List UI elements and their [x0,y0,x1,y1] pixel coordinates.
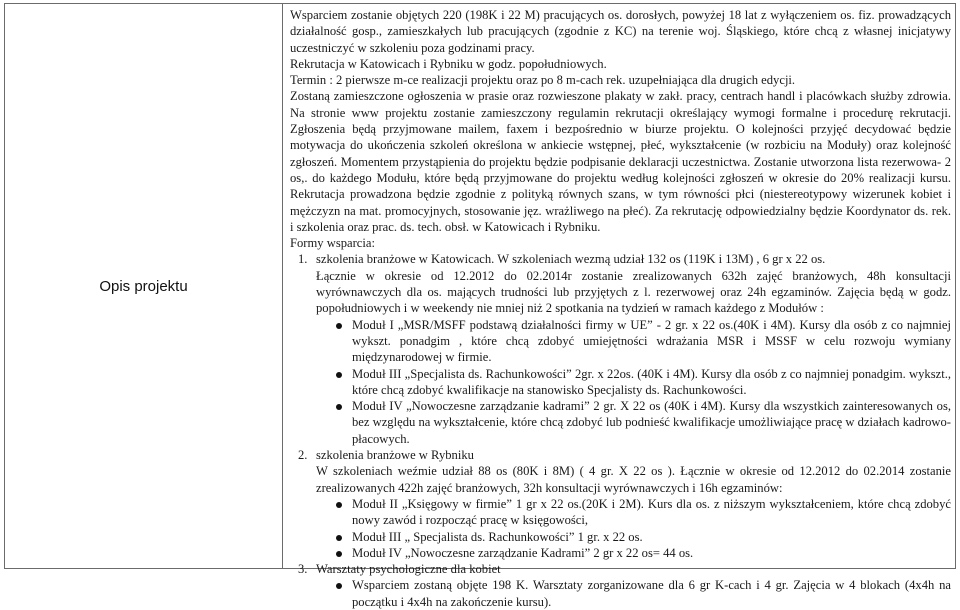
list-item-text: Łącznie w okresie od 12.2012 do 02.2014r zostanie zrealizowanych 632h zajęć branżowych, 48h konsultacji wyrównawczych dla os. mających trudności lub przyjętych z l. rezerwowej oraz 24h egzaminów. Zajęcia będą w godz. popołudniowych i w weekendy nie mniej niż 2 spotkania na tydzień w ramach każdego z Modułów : [316,268,951,316]
bullet-icon [336,404,342,410]
label-cell [5,4,283,568]
bullet-item [316,545,951,561]
bullet-item [316,529,951,545]
bullet-text: Moduł III „ Specjalista ds. Rachunkowości” 1 gr. x 22 os. [352,529,643,544]
bullet-item [316,366,951,399]
bullet-text: Moduł I „MSR/MSFF podstawą działalności firmy w UE” - 2 gr. x 22 os.(40K i 4M). Kursy dla osób z co najmniej wykszt. ponadgim , które chcą zdobyć umiejętności wdrażania MSR i MSSF w celu rozwoju wymiany międzynarodowej w firmie. [352,317,951,365]
list-item [290,561,951,610]
list-number: 1. [298,252,308,267]
intro-recruitment-term: Termin : 2 pierwsze m-ce realizacji projektu oraz po 8 m-cach rek. uzupełniająca dla drugich edycji. [290,73,796,88]
bullet-icon [336,502,342,508]
project-description-table [4,3,956,609]
bullet-icon [336,535,342,541]
list-item-title: szkolenia branżowe w Rybniku [316,448,474,463]
bullet-text: Moduł III „Specjalista ds. Rachunkowości” 2gr. x 22os. (40K i 4M). Kursy dla osób z co najmniej ponadgim. wykszt., które chcą zdobyć kwalifikacje na stanowisko Specjalisty ds. Rachunkowości. [352,366,951,397]
module-list [316,496,951,561]
bullet-icon [336,551,342,557]
module-list [316,577,951,610]
list-item [290,447,951,561]
bullet-icon [336,583,342,589]
bullet-icon [336,323,342,329]
module-list [316,317,951,447]
bullet-text: Moduł IV „Nowoczesne zarządzanie Kadrami” 2 gr x 22 os= 44 os. [352,545,694,560]
bullet-item [316,398,951,447]
list-item [290,251,951,447]
intro-paragraph [290,7,951,251]
list-number: 2. [298,448,308,463]
bullet-item [316,496,951,529]
bullet-text: Moduł IV „Nowoczesne zarządzanie kadrami” 2 gr. X 22 os (40K i 4M). Kursy dla wszystkich zainteresowanych os, bez względu na wykształcenie, które chcą zdobyć lub podnieść kwalifikacje umożliwiające pracę w działach kadrowo-płacowych. [352,399,951,446]
intro-recruitment-place: Rekrutacja w Katowicach i Rybniku w godz. popołudniowych. [290,56,607,71]
list-item-text: W szkoleniach weźmie udział 88 os (80K i 8M) ( 4 gr. X 22 os ). Łącznie w okresie od 12.2012 do 02.2014 zostanie zrealizowanych 422h zajęć branżowych, 32h konsultacji wyrównawczych i 16h egzaminów: [316,464,951,495]
row-label: Opis projektu [99,277,188,295]
intro-recruitment-procedure: Zostaną zamieszczone ogłoszenia w prasie oraz rozwieszone plakaty w zakł. pracy, centrach handl i placówkach służby zdrowia. Na stronie www projektu zostanie zamieszczony regulamin rekrutacji określający wymogi formalne i procedurę rekrutacji. Zgłoszenia będą przyjmowane mailem, faxem i bezpośrednio w biurze projektu. O kolejności przyjęć decydować będzie motywacja do ukończenia szkoleń określona w ankiecie wstępnej, płeć, wykształcenie (w rozbiciu na Moduły) oraz kolejność zgłoszeń. Momentem przystąpienia do projektu będzie podpisanie deklaracji uczestnictwa. Zostanie utworzona lista rezerwowa- 2 os,. do każdego Modułu, które będą przyjmowane do projektu według kolejności zgłoszeń w okresie do 20% realizacji kursu. Rekrutacja prowadzona będzie zgodnie z polityką równych szans, w tym równości płci (niestereotypowy wizerunek kobiet i mężczyzn na mat. promocyjnych, stosowanie jęz. wrażliwego na płeć). Za rekrutację odpowiedzialny będzie Koordynator ds. rek. i szkolenia oraz prac. ds. tech. obsł. w Katowicach i Rybniku. [290,89,951,234]
list-number: 3. [298,562,308,577]
intro-participants: Wsparciem zostanie objętych 220 (198K i 22 M) pracujących os. dorosłych, powyżej 18 lat z wyłączeniem os. fiz. prowadzących działalność gosp., zamieszkałych lub pracujących (zgodnie z KC) na terenie woj. Śląskiego, które chcą z własnej inicjatywy uczestniczyć w szkoleniu poza godzinami pracy. [290,8,951,55]
list-item-title: szkolenia branżowe w Katowicach. W szkoleniach wezmą udział 132 os (119K i 13M) , 6 gr x 22 os. [316,252,826,267]
bullet-icon [336,372,342,378]
bullet-text: Wsparciem zostaną objęte 198 K. Warsztaty zorganizowane dla 6 gr K-cach i 4 gr. Zajęcia w 4 blokach (4x4h na początku i 4x4h na zakończenie kursu). [352,578,951,609]
intro-forms-heading: Formy wsparcia: [290,236,375,251]
support-forms-list [290,251,951,610]
content-cell [283,4,955,609]
list-item-title: Warsztaty psychologiczne dla kobiet [316,562,501,577]
bullet-text: Moduł II „Księgowy w firmie” 1 gr x 22 os.(20K i 2M). Kurs dla os. z niższym wykształceniem, które chcą zdobyć nowy zawód i rozpocząć pracę w księgowości, [352,496,951,528]
bullet-item [316,577,951,610]
bullet-item [316,317,951,366]
